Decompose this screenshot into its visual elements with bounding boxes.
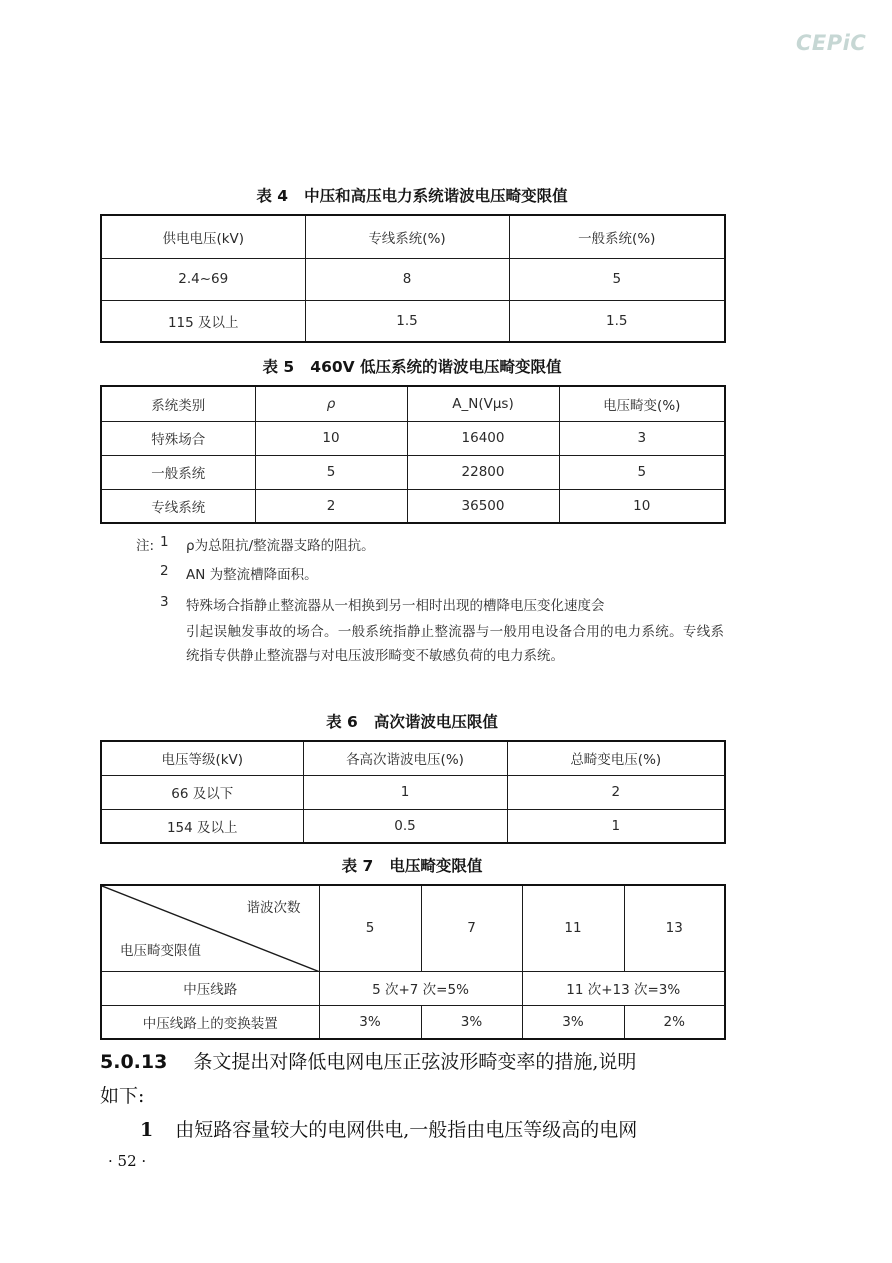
page-number: · 52 · [108, 1152, 147, 1170]
table5-cell: 16400 [407, 421, 559, 455]
table6-cell: 154 及以上 [101, 809, 303, 843]
table5-header-row [101, 386, 725, 421]
table5 [100, 385, 726, 524]
table6-cell: 0.5 [303, 809, 507, 843]
table7 [100, 884, 726, 1040]
table-row [101, 775, 725, 809]
table4 [100, 214, 726, 343]
clause-number: 5.0.13 [100, 1051, 168, 1073]
note-number: 3 [160, 594, 169, 610]
table5-header-rho: ρ [255, 386, 407, 421]
table5-cell: 36500 [407, 489, 559, 523]
item-text: 由短路容量较大的电网供电,一般指由电压等级高的电网 [175, 1119, 638, 1141]
table-row [101, 971, 725, 1005]
table6 [100, 740, 726, 844]
table6-caption: 表 6 高次谐波电压限值 [326, 713, 498, 731]
note-3-first-line: 特殊场合指静止整流器从一相换到另一相时出现的槽降电压变化速度会 [186, 598, 605, 614]
table6-cell: 2 [507, 775, 725, 809]
table7-row-label: 中压线路 [101, 971, 319, 1005]
table7-cell: 3% [522, 1005, 624, 1039]
table4-cell: 115 及以上 [101, 300, 305, 342]
table4-cell: 5 [509, 258, 725, 300]
table6-header-voltage-level: 电压等级(kV) [101, 741, 303, 775]
table5-cell: 22800 [407, 455, 559, 489]
note-2: AN 为整流槽降面积。 [186, 567, 318, 583]
item-number: 1 [140, 1119, 154, 1141]
table5-cell: 一般系统 [101, 455, 255, 489]
table4-cell: 1.5 [305, 300, 509, 342]
table6-header-row [101, 741, 725, 775]
clause-line-2: 如下: [100, 1085, 145, 1107]
table5-cell: 特殊场合 [101, 421, 255, 455]
note-number: 1 [160, 534, 169, 550]
note-3-continuation: 引起误触发事故的场合。一般系统指静止整流器与一般用电设备合用的电力系统。专线系统指专供静止整流器与对电压波形畸变不敏感负荷的电力系统。 [186, 624, 724, 664]
clause-paragraph [100, 1047, 636, 1074]
table5-caption: 表 5 460V 低压系统的谐波电压畸变限值 [262, 358, 562, 376]
corner-label-distortion-limit: 电压畸变限值 [120, 942, 201, 959]
table-row [101, 455, 725, 489]
table7-cell: 5 次+7 次=5% [319, 971, 522, 1005]
table7-order: 11 [522, 885, 624, 971]
cepic-watermark: CEPiC [796, 31, 867, 55]
table7-header-row [101, 885, 725, 971]
table-row [101, 300, 725, 342]
table7-cell: 2% [624, 1005, 725, 1039]
table7-order: 13 [624, 885, 725, 971]
table7-cell: 11 次+13 次=3% [522, 971, 725, 1005]
table4-caption: 表 4 中压和高压电力系统谐波电压畸变限值 [256, 187, 568, 205]
table6-cell: 1 [507, 809, 725, 843]
table7-order: 5 [319, 885, 421, 971]
table5-header-an: A_N(Vμs) [407, 386, 559, 421]
table6-header-total: 总畸变电压(%) [507, 741, 725, 775]
table6-cell: 1 [303, 775, 507, 809]
table4-header-dedicated: 专线系统(%) [305, 215, 509, 258]
table5-cell: 10 [255, 421, 407, 455]
table4-header-general: 一般系统(%) [509, 215, 725, 258]
table5-cell: 5 [559, 455, 725, 489]
table7-caption: 表 7 电压畸变限值 [341, 857, 483, 875]
table7-cell: 3% [421, 1005, 522, 1039]
table-row [101, 258, 725, 300]
table4-cell: 2.4~69 [101, 258, 305, 300]
table-row [101, 489, 725, 523]
table7-cell: 3% [319, 1005, 421, 1039]
note-1: ρ为总阻抗/整流器支路的阻抗。 [186, 538, 375, 554]
table4-cell: 8 [305, 258, 509, 300]
table5-cell: 专线系统 [101, 489, 255, 523]
corner-label-harmonic-order: 谐波次数 [246, 900, 301, 916]
table6-cell: 66 及以下 [101, 775, 303, 809]
table-row [101, 809, 725, 843]
note-number: 2 [160, 563, 169, 579]
table7-row-label: 中压线路上的变换装置 [101, 1005, 319, 1039]
table4-cell: 1.5 [509, 300, 725, 342]
table7-corner-cell [101, 885, 319, 971]
table-row [101, 1005, 725, 1039]
table5-header-category: 系统类别 [101, 386, 255, 421]
table5-cell: 2 [255, 489, 407, 523]
table6-header-harmonic: 各高次谐波电压(%) [303, 741, 507, 775]
table7-order: 7 [421, 885, 522, 971]
table-row [101, 421, 725, 455]
table5-cell: 10 [559, 489, 725, 523]
table5-cell: 5 [255, 455, 407, 489]
table5-cell: 3 [559, 421, 725, 455]
table4-header-row [101, 215, 725, 258]
notes-label: 注: [136, 538, 155, 554]
item-paragraph [140, 1115, 637, 1142]
clause-line-1: 条文提出对降低电网电压正弦波形畸变率的措施,说明 [193, 1051, 637, 1073]
table5-header-distortion: 电压畸变(%) [559, 386, 725, 421]
table4-header-voltage: 供电电压(kV) [101, 215, 305, 258]
